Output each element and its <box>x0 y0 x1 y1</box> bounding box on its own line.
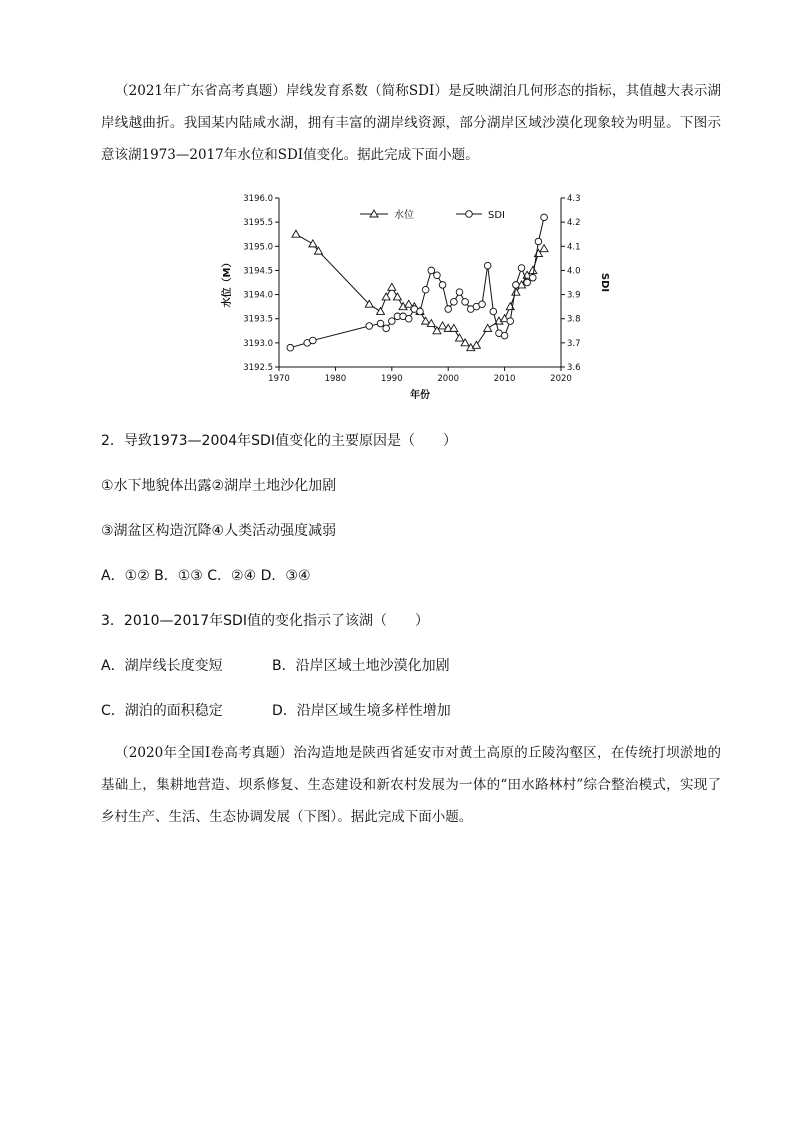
sdi-point <box>417 308 424 315</box>
sdi-point <box>366 323 373 330</box>
sdi-point <box>422 286 429 293</box>
sdi-point <box>445 306 452 313</box>
question-2-option-line-2: ③湖盆区构造沉降④人类活动强度减弱 <box>101 523 337 539</box>
water-level-point <box>455 334 463 341</box>
legend-sdi-label: SDI <box>488 210 505 221</box>
water-level-point <box>382 293 390 300</box>
sdi-point <box>439 282 446 289</box>
question-2-option-line-1: ①水下地貌体出露②湖岸土地沙化加剧 <box>101 478 337 494</box>
sdi-point <box>405 315 412 322</box>
sdi-point <box>456 289 463 296</box>
question-3-option-a: A．湖岸线长度变短 <box>101 658 223 674</box>
question-2-choices: A．①② B．①③ C．②④ D．③④ <box>101 568 311 584</box>
y-right-tick-label: 3.7 <box>567 338 581 349</box>
sdi-point <box>451 299 458 306</box>
y-right-tick-label: 4.2 <box>567 218 581 229</box>
y-left-tick-label: 3194.0 <box>243 290 273 301</box>
y-right-tick-label: 4.3 <box>567 194 581 204</box>
water-level-point <box>309 240 317 247</box>
water-level-point <box>439 322 447 329</box>
x-tick-label: 2000 <box>437 374 460 384</box>
water-level-point <box>292 230 300 237</box>
y-right-tick-label: 3.8 <box>567 314 581 325</box>
legend-water-level-label: 水位 <box>394 210 414 221</box>
question-3-option-c: C．湖泊的面积稳定 <box>101 703 223 719</box>
passage-2-text: （2020年全国I卷高考真题）治沟造地是陕西省延安市对黄土高原的丘陵沟壑区，在传统打坝淤地的基础上，集耕地营造、坝系修复、生态建设和新农村发展为一体的“田水路林村”综合整治模式，实现了乡村生产、生活、生态协调发展（下图）。据此完成下面小题。 <box>101 745 721 825</box>
water-level-point <box>472 341 480 348</box>
y-right-tick-label: 4.0 <box>567 266 581 277</box>
sdi-point <box>287 344 294 351</box>
legend-sdi-marker <box>466 211 473 218</box>
water-level-point <box>388 283 396 290</box>
sdi-point <box>530 274 537 281</box>
sdi-line <box>290 217 544 347</box>
sdi-point <box>484 262 491 269</box>
sdi-point <box>377 320 384 327</box>
y-left-tick-label: 3195.5 <box>243 218 273 229</box>
water-level-point <box>393 293 401 300</box>
sdi-point <box>310 337 317 344</box>
sdi-point <box>501 332 508 339</box>
x-axis-label: 年份 <box>410 390 430 401</box>
x-tick-label: 1970 <box>268 374 290 384</box>
sdi-point <box>524 279 531 286</box>
sdi-point <box>490 308 497 315</box>
y-right-tick-label: 3.9 <box>567 290 581 301</box>
y-axis-left-label: 水位（M） <box>222 257 233 308</box>
sdi-point <box>507 318 514 325</box>
water-level-point <box>484 324 492 331</box>
sdi-point <box>462 299 469 306</box>
water-level-point <box>529 266 537 273</box>
y-left-tick-label: 3196.0 <box>243 194 273 204</box>
x-tick-label: 1990 <box>380 374 403 384</box>
water-level-point <box>405 300 413 307</box>
water-level-point <box>377 307 385 314</box>
sdi-point <box>513 282 520 289</box>
water-level-point <box>422 317 430 324</box>
water-level-sdi-chart <box>216 188 610 413</box>
question-3-option-b: B．沿岸区域土地沙漠化加剧 <box>272 658 450 674</box>
sdi-point <box>434 272 441 279</box>
y-left-tick-label: 3194.5 <box>243 266 273 277</box>
passage-1 <box>101 75 721 171</box>
question-2-stem: 2．导致1973—2004年SDI值变化的主要原因是（ ） <box>101 433 457 449</box>
x-tick-label: 2020 <box>550 374 572 384</box>
question-3-stem: 3．2010—2017年SDI值的变化指示了该湖（ ） <box>101 613 429 629</box>
passage-2 <box>101 737 721 833</box>
y-left-tick-label: 3193.0 <box>243 338 273 349</box>
y-axis-right-label: SDI <box>599 272 610 293</box>
water-level-point <box>540 245 548 252</box>
sdi-point <box>541 214 548 221</box>
sdi-point <box>535 238 542 245</box>
x-tick-label: 1980 <box>324 374 347 384</box>
sdi-point <box>479 301 486 308</box>
question-3-option-d: D．沿岸区域生境多样性增加 <box>272 703 451 719</box>
y-left-tick-label: 3195.0 <box>243 242 273 253</box>
sdi-point <box>518 265 525 272</box>
passage-1-text: （2021年广东省高考真题）岸线发育系数（简称SDI）是反映湖泊几何形态的指标，其值越大表示湖岸线越曲折。我国某内陆咸水湖，拥有丰富的湖岸线资源，部分湖岸区域沙漠化现象较为明显。下图示意该湖1973—2017年水位和SDI值变化。据此完成下面小题。 <box>101 83 721 163</box>
y-right-tick-label: 4.1 <box>567 242 581 253</box>
y-right-tick-label: 3.6 <box>567 363 581 373</box>
y-left-tick-label: 3193.5 <box>243 314 273 325</box>
x-tick-label: 2010 <box>493 374 516 384</box>
sdi-point <box>383 325 390 332</box>
y-left-tick-label: 3192.5 <box>243 363 273 373</box>
sdi-point <box>389 318 396 325</box>
sdi-point <box>428 267 435 274</box>
